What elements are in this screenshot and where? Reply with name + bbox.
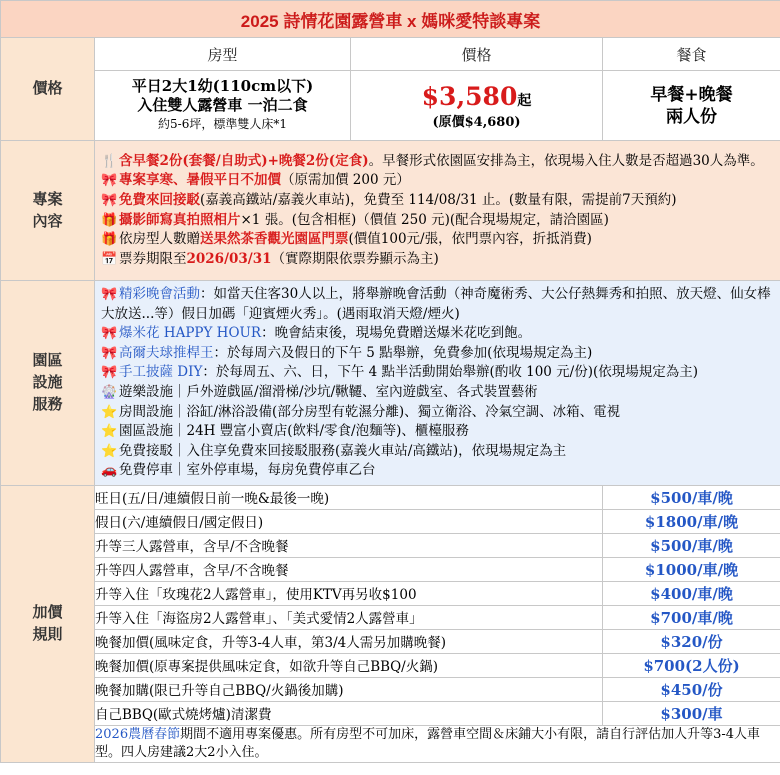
ribbon-icon: 🎀 (101, 365, 118, 381)
project-label-line-1: 專案 (32, 190, 63, 208)
surcharge-note (95, 725, 780, 762)
project-item-highlight: 免費來回接駁 (119, 191, 200, 208)
price-suffix: 起 (517, 92, 532, 109)
meal-line-1: 早餐+晚餐 (650, 84, 733, 105)
rule-desc: 晚餐加價(原專案提供風味定食，如欲升等自己BBQ/火鍋) (95, 653, 603, 677)
project-item-highlight: 專案享寒、暑假平日不加價 (119, 172, 281, 189)
star-icon: ⭐ (101, 404, 118, 420)
car-icon: 🚗 (101, 463, 118, 479)
rule-price: $1800/車/晚 (603, 509, 780, 533)
project-list (95, 148, 780, 274)
ribbon-icon: 🎀 (101, 287, 118, 302)
rule-desc: 晚餐加價(風味定食，升等3-4人車，第3/4人需另加購晚餐) (95, 629, 603, 653)
star-icon: ⭐ (101, 424, 118, 440)
rule-desc: 升等三人露營車，含早/不含晚餐 (95, 533, 603, 557)
rule-price: $320/份 (603, 629, 780, 653)
project-section-label (1, 141, 95, 281)
facility-content (95, 281, 780, 486)
facility-item (101, 344, 774, 364)
room-line-2: 入住雙人露營車 一泊二食 (137, 96, 308, 114)
gift-icon: 🎁 (101, 212, 118, 228)
rule-desc: 升等入住「玫瑰花2人露營車」，使用KTV再另收$100 (95, 581, 603, 605)
facility-item (101, 383, 774, 403)
rule-price: $450/份 (603, 677, 780, 701)
facility-item (101, 461, 774, 481)
facility-item-label: 精彩晚會活動 (119, 286, 200, 302)
facility-item-text: 遊樂設施｜戶外遊戲區/溜滑梯/沙坑/鞦韆、室內遊戲室、各式裝置藝術 (119, 383, 538, 400)
surcharge-section-label (1, 485, 95, 762)
surcharge-label-line-1: 加價 (32, 603, 63, 621)
rule-price: $300/車 (603, 701, 780, 725)
ribbon-icon: 🎀 (101, 326, 118, 342)
gift-icon: 🎁 (101, 232, 118, 248)
facility-label-line-2: 設施 (32, 373, 63, 391)
project-label-line-2: 內容 (32, 212, 63, 230)
facility-item-text: ：於每周五、六、日，下午 4 點半活動開始舉辦(酌收 100 元/份)(依現場規定為主) (202, 364, 699, 381)
rule-price: $700(2人份) (603, 653, 780, 677)
facility-item-label: 高爾夫球推桿王 (119, 344, 214, 361)
rule-price: $1000/車/晚 (603, 557, 780, 581)
project-content (95, 141, 780, 281)
project-item-text: 。早餐形式依園區安排為主，依現場入住人數是否超過30人為準。 (368, 152, 764, 169)
ribbon-icon: 🎀 (101, 345, 118, 361)
facility-section-label (1, 281, 95, 486)
project-item (101, 230, 774, 250)
project-item (101, 191, 774, 211)
project-item-highlight: 攝影師寫真拍照相片 (119, 211, 241, 228)
rule-desc: 自己BBQ(歐式燒烤爐)清潔費 (95, 701, 603, 725)
facility-item-text: ：晚會結束後，現場免費贈送爆米花吃到飽。 (261, 325, 532, 342)
calendar-icon: 📅 (101, 251, 118, 267)
facility-item (101, 442, 774, 462)
fork-knife-icon: 🍴 (101, 153, 118, 169)
rule-price: $400/車/晚 (603, 581, 780, 605)
ferris-wheel-icon: 🎡 (101, 384, 118, 400)
price-original: (原價$4,680) (432, 114, 521, 130)
project-item-text: （實際期限依票券顯示為主) (271, 250, 439, 267)
project-item (101, 152, 774, 172)
facility-item (101, 363, 774, 383)
rule-price: $500/車/晚 (603, 533, 780, 557)
note-highlight: 2026農曆春節 (95, 726, 181, 742)
facility-item (101, 422, 774, 442)
meal-info (603, 71, 780, 141)
rule-price: $500/車/晚 (603, 485, 780, 509)
meal-line-2: 兩人份 (666, 106, 717, 127)
facility-item-label: 手工披薩 DIY (119, 364, 203, 381)
room-info (95, 71, 351, 141)
rule-price: $700/車/晚 (603, 605, 780, 629)
room-line-3: 約5-6坪，標準雙人床*1 (158, 117, 287, 131)
surcharge-label-line-2: 規則 (32, 625, 63, 643)
header-room: 房型 (95, 38, 351, 71)
project-item-text: (價值100元/張，依門票內容，折抵消費) (348, 231, 592, 248)
project-item-text: ×1 張。(包含相框)（價值 250 元)(配合現場規定，請洽園區) (240, 211, 609, 228)
note-text: 期間不適用專案優惠。所有房型不可加床，露營車空間＆床鋪大小有限，請自行評估加人升等3-4人車型。四人房建議2大2小入住。 (95, 726, 761, 760)
facility-label-line-1: 園區 (32, 351, 63, 369)
price-info (351, 71, 603, 141)
header-price: 價格 (351, 38, 603, 71)
rule-desc: 假日(六/連續假日/國定假日) (95, 509, 603, 533)
facility-item-text: 房間設施｜浴缸/淋浴設備(部分房型有乾濕分離)、獨立衛浴、冷氣空調、冰箱、電視 (119, 403, 621, 420)
rule-desc: 升等四人露營車，含早/不含晚餐 (95, 557, 603, 581)
facility-item (101, 285, 774, 324)
price-value: $3,580 (421, 81, 518, 111)
facility-item (101, 403, 774, 423)
rule-desc: 晚餐加購(限已升等自己BBQ/火鍋後加購) (95, 677, 603, 701)
facility-item-text: 免費接駁｜入住享免費來回接駁服務(嘉義火車站/高鐵站)，依現場規定為主 (119, 442, 567, 459)
rule-desc: 升等入住「海盜房2人露營車」、「美式愛情2人露營車」 (95, 605, 603, 629)
page-title: 2025 詩情花園露營車 x 媽咪愛特談專案 (1, 1, 780, 38)
ribbon-icon: 🎀 (101, 192, 118, 208)
star-icon: ⭐ (101, 443, 118, 459)
room-line-1: 平日2大1幼(110cm以下) (131, 77, 314, 95)
project-item (101, 250, 774, 270)
project-item (101, 211, 774, 231)
project-item-highlight: 送果然茶香觀光園區門票 (200, 231, 349, 248)
facility-item-label: 爆米花 HAPPY HOUR (119, 325, 262, 342)
facility-item-text: 園區設施｜24H 豐富小賣店(飲料/零食/泡麵等)、櫃檯服務 (119, 423, 469, 440)
project-item-pre: 依房型人數贈 (119, 231, 200, 248)
facility-item (101, 324, 774, 344)
facility-item-text: 免費停車｜室外停車場，每房免費停車乙台 (119, 462, 376, 479)
project-item-pre: 票券期限至 (119, 250, 187, 267)
facility-item-text: ：如當天住客30人以上，將舉辦晚會活動（神奇魔術秀、大公仔熱舞秀和拍照、放天燈、仙女棒大放送...等）假日加碼「迎賓煙火秀」。(遇雨取消天燈/煙火) (101, 286, 771, 322)
project-item (101, 171, 774, 191)
price-section-label: 價格 (1, 38, 95, 141)
project-item-text: （原需加價 200 元） (281, 172, 410, 189)
project-item-highlight: 含早餐2份(套餐/自助式)+晚餐2份(定食) (119, 152, 369, 169)
ribbon-icon: 🎀 (101, 173, 118, 189)
facility-list (95, 281, 780, 485)
facility-item-text: ：於每周六及假日的下午 5 點舉辦，免費參加(依現場規定為主) (213, 344, 593, 361)
rule-desc: 旺日(五/日/連續假日前一晚&最後一晚) (95, 485, 603, 509)
project-item-highlight: 2026/03/31 (186, 250, 272, 267)
project-item-text: (嘉義高鐵站/嘉義火車站)，免費至 114/08/31 止。(數量有限，需提前7天預約) (200, 191, 677, 208)
header-meal: 餐食 (603, 38, 780, 71)
facility-label-line-3: 服務 (32, 395, 63, 413)
